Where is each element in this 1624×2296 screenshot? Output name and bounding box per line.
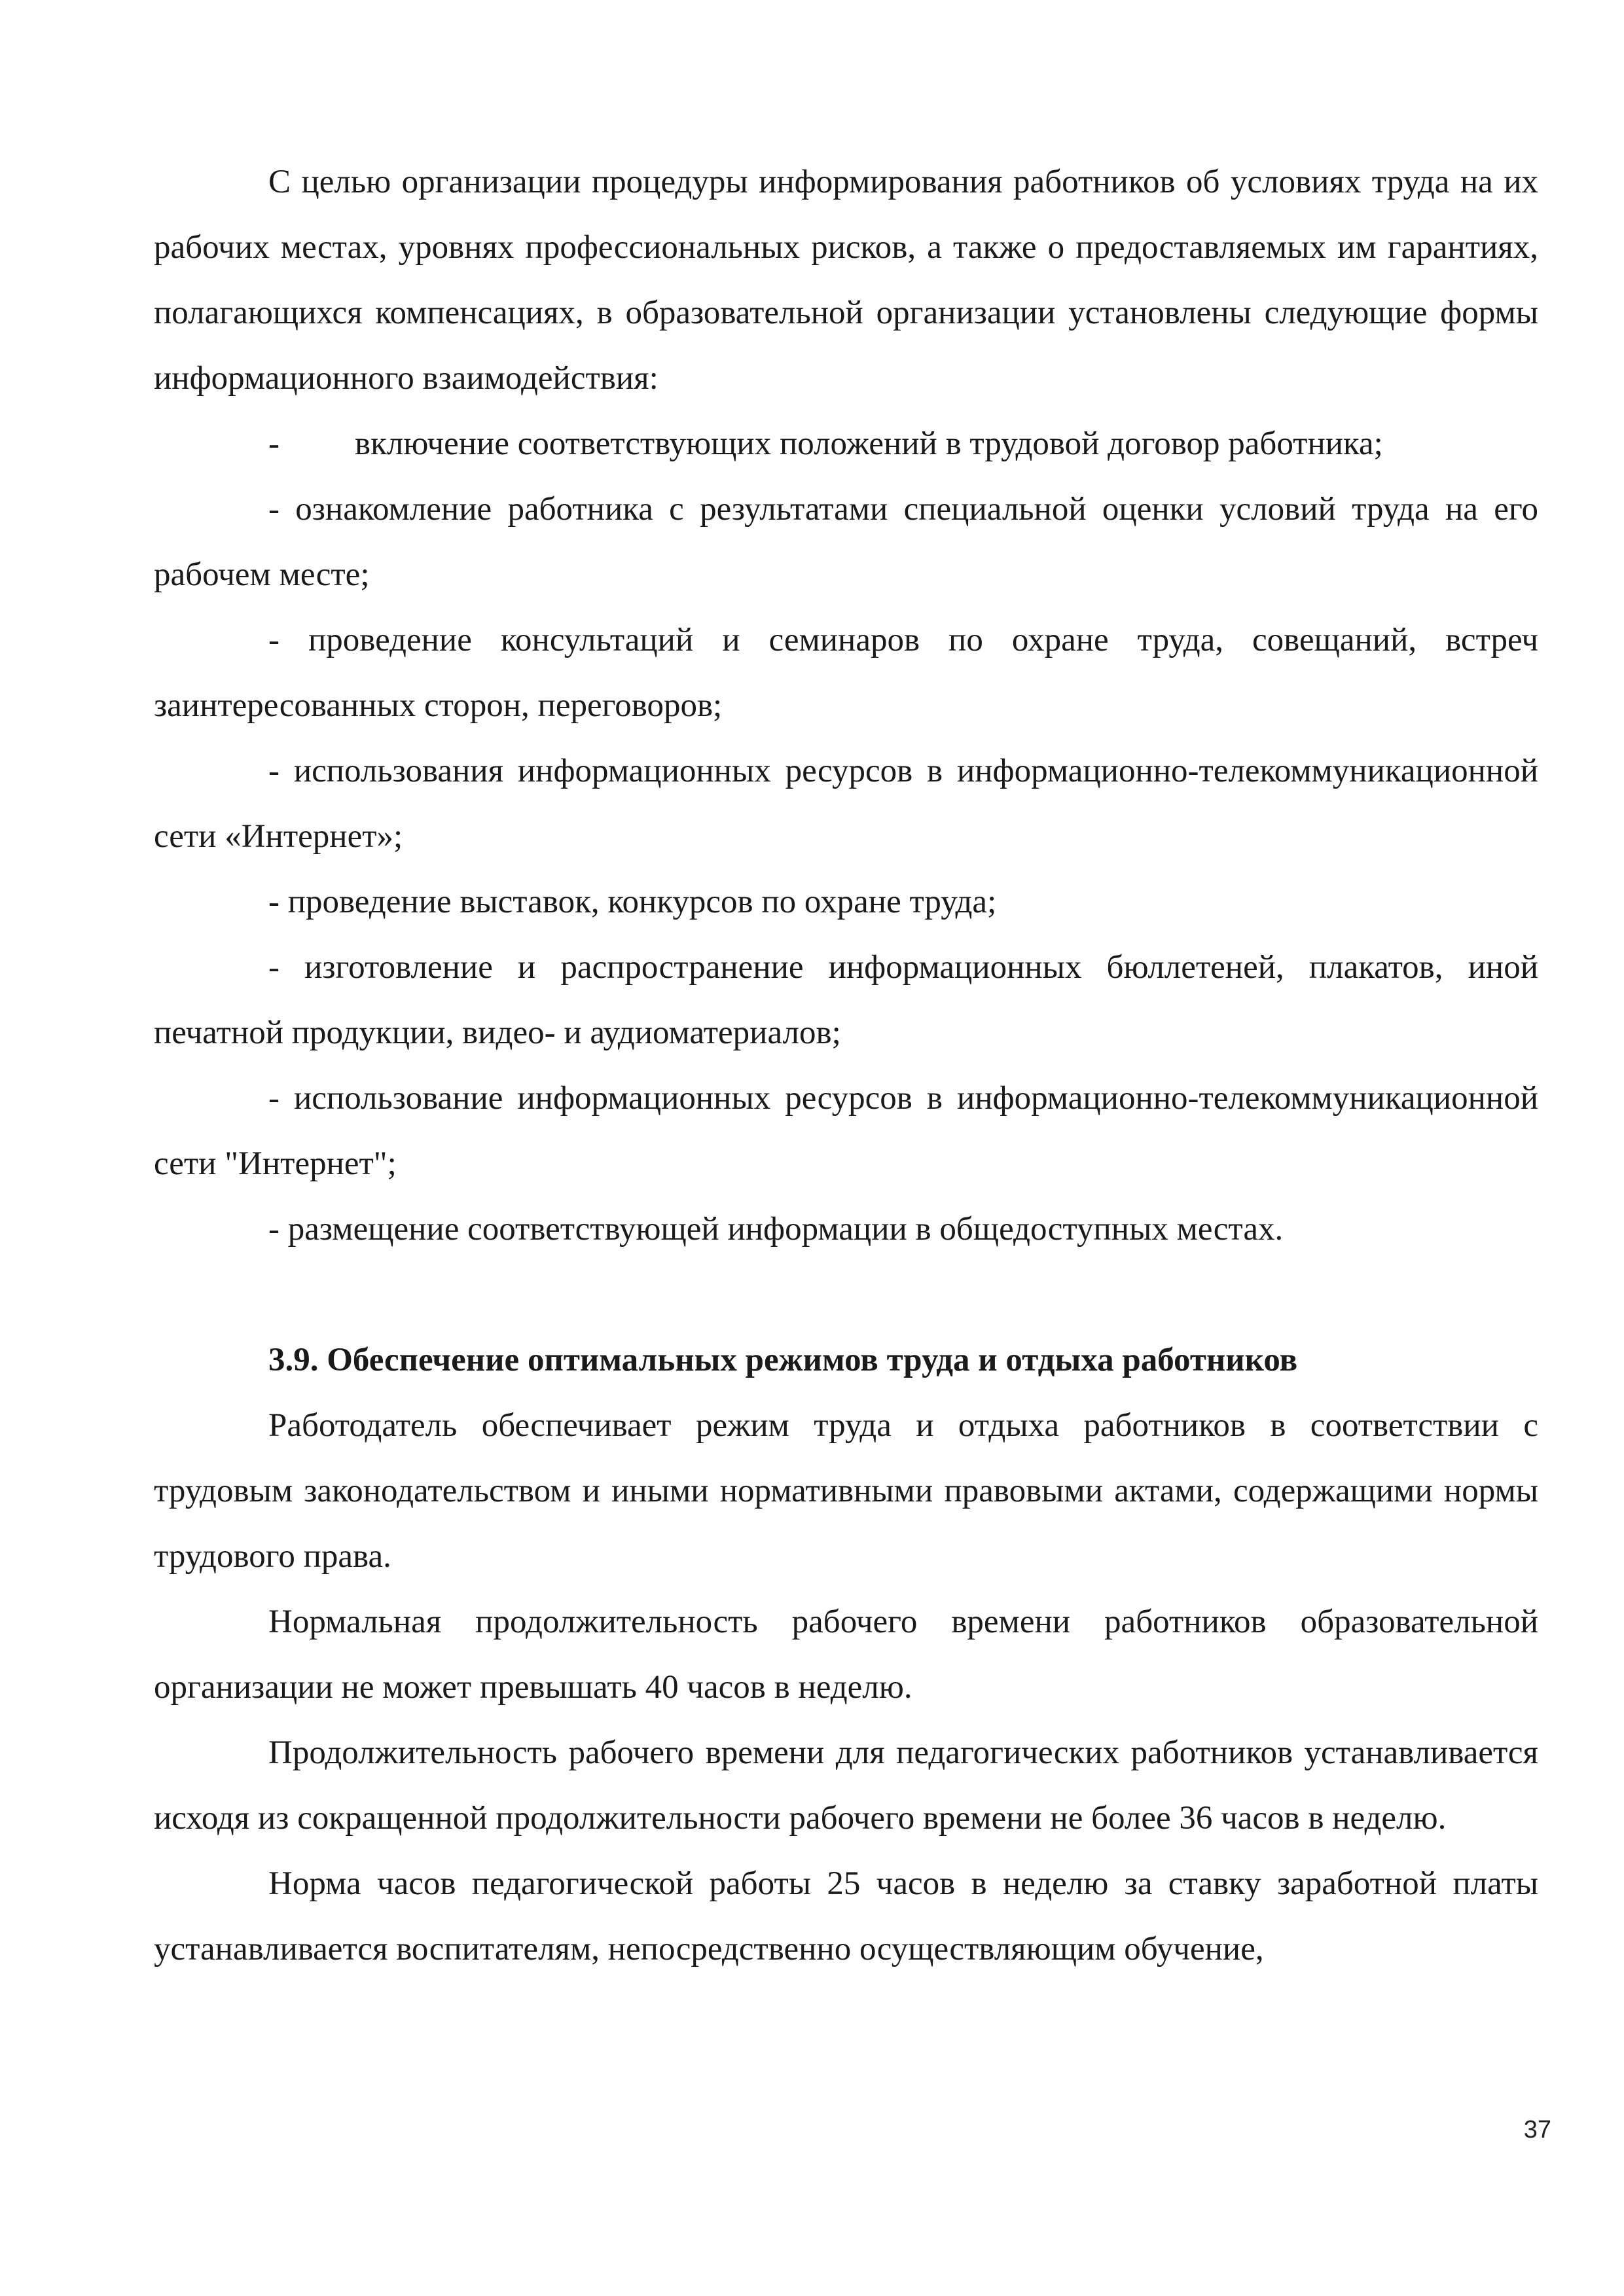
list-item: - размещение соответствующей информации в общедоступных местах. bbox=[268, 1211, 1284, 1247]
list-item: - проведение консультаций и семинаров по охране труда, совещаний, встреч заинтересованных сторон, переговоров; bbox=[154, 622, 1538, 724]
page-number: 37 bbox=[1523, 2116, 1551, 2144]
page-body bbox=[154, 149, 1538, 1982]
list-item: - ознакомление работника с результатами специальной оценки условий труда на его рабочем месте; bbox=[154, 491, 1538, 593]
list-item: - использование информационных ресурсов в информационно-телекоммуникационной сети "Интернет"; bbox=[154, 1080, 1538, 1182]
section-paragraph: Продолжительность рабочего времени для педагогических работников устанавливается исходя из сокращенной продолжительности рабочего времени не более 36 часов в неделю. bbox=[154, 1734, 1538, 1837]
section-paragraph: Норма часов педагогической работы 25 часов в неделю за ставку заработной платы устанавливается воспитателям, непосредственно осуществляющим обучение, bbox=[154, 1865, 1538, 1967]
list-dash: - bbox=[268, 425, 280, 462]
list-item: - проведение выставок, конкурсов по охране труда; bbox=[268, 884, 997, 920]
section-spacer bbox=[154, 1262, 1538, 1327]
list-item bbox=[154, 411, 1538, 476]
list-item: - изготовление и распространение информационных бюллетеней, плакатов, иной печатной продукции, видео- и аудиоматериалов; bbox=[154, 949, 1538, 1051]
intro-paragraph: С целью организации процедуры информирования работников об условиях труда на их рабочих местах, уровнях профессиональных рисков, а также о предоставляемых им гарантиях, полагающихся компенсациях, в образовательной организации установлены следующие формы информационного взаимодействия: bbox=[154, 164, 1538, 397]
section-paragraph: Нормальная продолжительность рабочего времени работников образовательной организации не может превышать 40 часов в неделю. bbox=[154, 1604, 1538, 1706]
list-item: - использования информационных ресурсов в информационно-телекоммуникационной сети «Интернет»; bbox=[154, 753, 1538, 855]
section-paragraph: Работодатель обеспечивает режим труда и отдыха работников в соответствии с трудовым законодательством и иными нормативными правовыми актами, содержащими нормы трудового права. bbox=[154, 1407, 1538, 1575]
list-item-text: включение соответствующих положений в трудовой договор работника; bbox=[354, 425, 1383, 462]
section-heading: 3.9. Обеспечение оптимальных режимов труда и отдыха работников bbox=[268, 1342, 1298, 1378]
